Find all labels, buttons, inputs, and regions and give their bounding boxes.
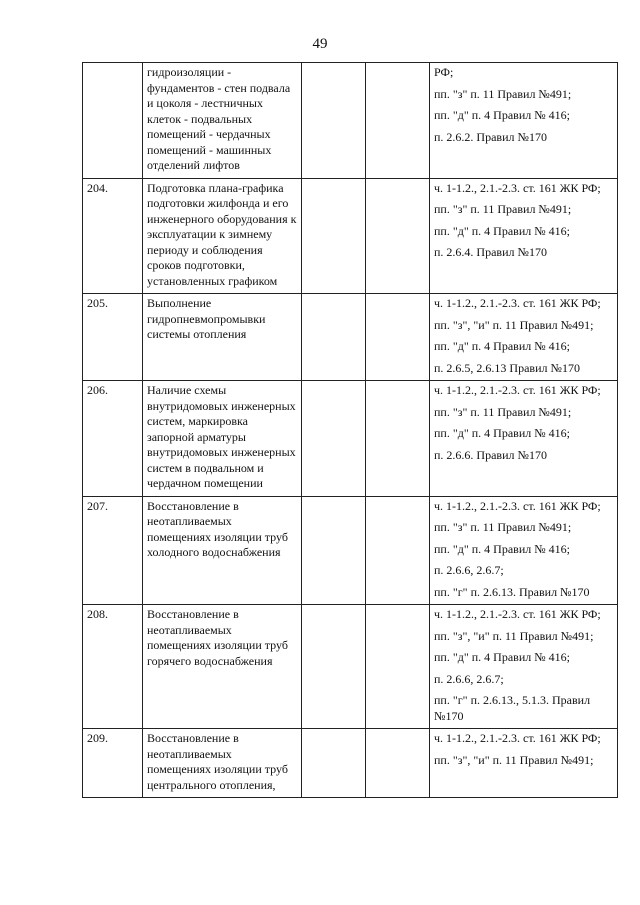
legal-references [430,381,618,497]
legal-reference: пп. "з" п. 11 Правил №491; [434,86,572,101]
legal-references [430,729,618,798]
table-row [83,381,618,497]
empty-cell [302,496,366,605]
requirement-description: Восстановление в неотапливаемых помещениях изоляции труб горячего водоснабжения [143,605,302,729]
empty-cell [366,381,430,497]
item-number: 207. [83,496,143,605]
legal-reference: РФ; [434,65,454,79]
empty-cell [366,63,430,179]
empty-cell [302,381,366,497]
legal-reference: п. 2.6.6, 2.6.7; [434,563,504,577]
table-row [83,496,618,605]
legal-references [430,605,618,729]
legal-references [430,63,618,179]
item-number: 208. [83,605,143,729]
legal-reference: пп. "з", "и" п. 11 Правил №491; [434,628,594,643]
item-number: 206. [83,381,143,497]
legal-reference: пп. "д" п. 4 Правил № 416; [434,108,571,122]
page-number: 49 [312,36,328,52]
empty-cell [302,63,366,179]
legal-reference: пп. "з", "и" п. 11 Правил №491; [434,752,594,767]
requirement-description: Восстановление в неотапливаемых помещениях изоляции труб холодного водоснабжения [143,496,302,605]
legal-references [430,496,618,605]
empty-cell [302,605,366,729]
requirement-description: Восстановление в неотапливаемых помещениях изоляции труб центрального отопления, [143,729,302,798]
empty-cell [366,294,430,381]
legal-reference: пп. "д" п. 4 Правил № 416; [434,426,571,440]
legal-reference: пп. "г" п. 2.6.13., 5.1.3. Правил №170 [434,693,591,723]
legal-reference: п. 2.6.6, 2.6.7; [434,671,504,686]
legal-reference: ч. 1-1.2., 2.1.-2.3. ст. 161 ЖК РФ; [434,180,601,195]
table-row [83,178,618,294]
legal-reference: ч. 1-1.2., 2.1.-2.3. ст. 161 ЖК РФ; [434,296,601,310]
legal-reference: ч. 1-1.2., 2.1.-2.3. ст. 161 ЖК РФ; [434,607,601,621]
item-number: 209. [83,729,143,798]
legal-reference: ч. 1-1.2., 2.1.-2.3. ст. 161 ЖК РФ; [434,731,601,745]
empty-cell [302,294,366,381]
item-number: 204. [83,178,143,294]
empty-cell [366,178,430,294]
legal-reference: пп. "з" п. 11 Правил №491; [434,202,572,216]
item-number [83,63,143,179]
legal-reference: п. 2.6.2. Правил №170 [434,129,547,144]
legal-reference: п. 2.6.6. Правил №170 [434,447,547,462]
legal-reference: пп. "д" п. 4 Правил № 416; [434,339,571,353]
requirement-description: Подготовка плана-графика подготовки жилфонда и его инженерного оборудования к эксплуатации к зимнему периоду и соблюдения сроков подготовки, установленных графиком [143,178,302,294]
legal-reference: п. 2.6.5, 2.6.13 Правил №170 [434,360,580,375]
legal-reference: ч. 1-1.2., 2.1.-2.3. ст. 161 ЖК РФ; [434,383,601,397]
table-row [83,729,618,798]
legal-reference: ч. 1-1.2., 2.1.-2.3. ст. 161 ЖК РФ; [434,498,601,513]
legal-reference: пп. "г" п. 2.6.13. Правил №170 [434,584,590,599]
legal-reference: п. 2.6.4. Правил №170 [434,245,547,259]
legal-references [430,178,618,294]
requirement-description: гидроизоляции - фундаментов - стен подвала и цоколя - лестничных клеток - подвальных помещений - чердачных помещений - машинных отделений лифтов [143,63,302,179]
legal-references [430,294,618,381]
legal-reference: пп. "д" п. 4 Правил № 416; [434,541,571,556]
empty-cell [366,605,430,729]
legal-reference: пп. "д" п. 4 Правил № 416; [434,650,571,664]
legal-reference: пп. "з", "и" п. 11 Правил №491; [434,317,594,332]
requirement-description: Выполнение гидропневмопромывки системы отопления [143,294,302,381]
table-row [83,294,618,381]
table-row [83,63,618,179]
empty-cell [302,729,366,798]
table-row [83,605,618,729]
empty-cell [366,496,430,605]
item-number: 205. [83,294,143,381]
empty-cell [302,178,366,294]
legal-reference: пп. "д" п. 4 Правил № 416; [434,223,571,238]
legal-reference: пп. "з" п. 11 Правил №491; [434,404,572,419]
empty-cell [366,729,430,798]
requirements-table [82,62,618,798]
legal-reference: пп. "з" п. 11 Правил №491; [434,520,572,534]
requirement-description: Наличие схемы внутридомовых инженерных систем, маркировка запорной арматуры внутридомовых инженерных систем в подвальном и чердачном помещении [143,381,302,497]
